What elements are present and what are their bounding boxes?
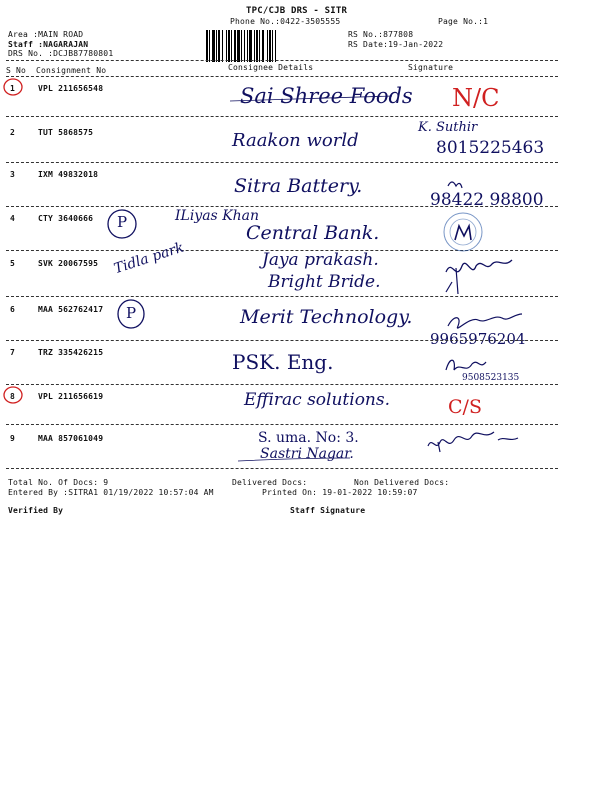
circle-mark bbox=[4, 387, 22, 403]
row-sno: 2 bbox=[10, 128, 16, 137]
signature-scribble bbox=[446, 360, 486, 370]
entered-by: Entered By :SITRA1 01/19/2022 10:57:04 AM bbox=[8, 488, 214, 497]
col-signature: Signature bbox=[408, 63, 454, 72]
col-consignee: Consignee Details bbox=[228, 63, 314, 72]
consignee-name: Sastri Nagar. bbox=[260, 446, 354, 462]
signature-scribble bbox=[446, 268, 458, 294]
receiver-phone: 98422 98800 bbox=[430, 190, 544, 210]
phone-number: Phone No.:0422-3505555 bbox=[230, 17, 341, 26]
consignee-contact: ILiyas Khan bbox=[175, 208, 260, 224]
side-note: Tidla park bbox=[112, 239, 186, 278]
consignee-name: Merit Technology. bbox=[240, 306, 413, 328]
receiver-phone: 9965976204 bbox=[430, 330, 526, 348]
area-label: Area :MAIN ROAD bbox=[8, 30, 84, 39]
delivery-note: N/C bbox=[452, 84, 500, 112]
circle-mark bbox=[4, 79, 22, 95]
delivered-docs: Delivered Docs: bbox=[232, 478, 308, 487]
row-consignment: SVK 20067595 bbox=[38, 259, 99, 268]
row-consignment: VPL 211656548 bbox=[38, 84, 104, 93]
consignee-name: Sai Shree Foods bbox=[240, 84, 413, 108]
document-title: TPC/CJB DRS - SITR bbox=[246, 6, 348, 16]
signature-scribble bbox=[448, 182, 462, 188]
row-consignment: TRZ 335426215 bbox=[38, 348, 104, 357]
consignee-name: Raakon world bbox=[232, 130, 359, 151]
rs-date: RS Date:19-Jan-2022 bbox=[348, 40, 444, 49]
mark-p: P bbox=[117, 213, 128, 231]
circle-mark bbox=[108, 210, 136, 238]
col-sno: S No bbox=[6, 66, 27, 75]
row-sno: 7 bbox=[10, 348, 16, 357]
non-delivered-docs: Non Delivered Docs: bbox=[354, 478, 450, 487]
row-sno: 5 bbox=[10, 259, 16, 268]
underline-stroke bbox=[230, 96, 392, 101]
row-consignment: TUT 5868575 bbox=[38, 128, 94, 137]
total-docs: Total No. Of Docs: 9 bbox=[8, 478, 109, 487]
mark-p: P bbox=[126, 304, 137, 322]
bank-stamp bbox=[444, 213, 482, 251]
row-sno: 8 bbox=[10, 392, 16, 401]
receiver-phone: 8015225463 bbox=[436, 138, 545, 158]
consignee-contact: S. uma. No: 3. bbox=[258, 430, 359, 446]
row-consignment: MAA 562762417 bbox=[38, 305, 104, 314]
rs-number: RS No.:877808 bbox=[348, 30, 414, 39]
row-sno: 1 bbox=[10, 84, 16, 93]
consignee-name: Sitra Battery. bbox=[234, 175, 363, 197]
consignee-name: Central Bank. bbox=[246, 222, 380, 244]
consignee-name: PSK. Eng. bbox=[232, 350, 334, 374]
signature-scribble bbox=[428, 432, 518, 452]
page-number: Page No.:1 bbox=[438, 17, 489, 26]
consignee-name: Bright Bride. bbox=[268, 272, 381, 292]
receiver-signature: K. Suthir bbox=[418, 120, 478, 135]
staff-signature: Staff Signature bbox=[290, 506, 366, 515]
row-sno: 9 bbox=[10, 434, 16, 443]
consignee-contact: Jaya prakash. bbox=[262, 250, 379, 270]
drs-number: DRS No. :DCJB87780801 bbox=[8, 49, 114, 58]
row-sno: 4 bbox=[10, 214, 16, 223]
col-consignment: Consignment No bbox=[36, 66, 107, 75]
circle-mark bbox=[118, 300, 144, 328]
verified-by: Verified By bbox=[8, 506, 64, 515]
staff-label: Staff :NAGARAJAN bbox=[8, 40, 89, 49]
row-consignment: IXM 49832018 bbox=[38, 170, 99, 179]
signature-scribble bbox=[448, 314, 522, 328]
row-consignment: VPL 211656619 bbox=[38, 392, 104, 401]
printed-on: Printed On: 19-01-2022 10:59:07 bbox=[262, 488, 418, 497]
row-sno: 6 bbox=[10, 305, 16, 314]
receiver-phone: 9508523135 bbox=[462, 373, 520, 383]
row-consignment: CTY 3640666 bbox=[38, 214, 94, 223]
row-sno: 3 bbox=[10, 170, 16, 179]
consignee-name: Effirac solutions. bbox=[244, 390, 391, 410]
delivery-note: C/S bbox=[448, 396, 482, 418]
row-consignment: MAA 857061049 bbox=[38, 434, 104, 443]
underline-stroke bbox=[238, 458, 350, 461]
